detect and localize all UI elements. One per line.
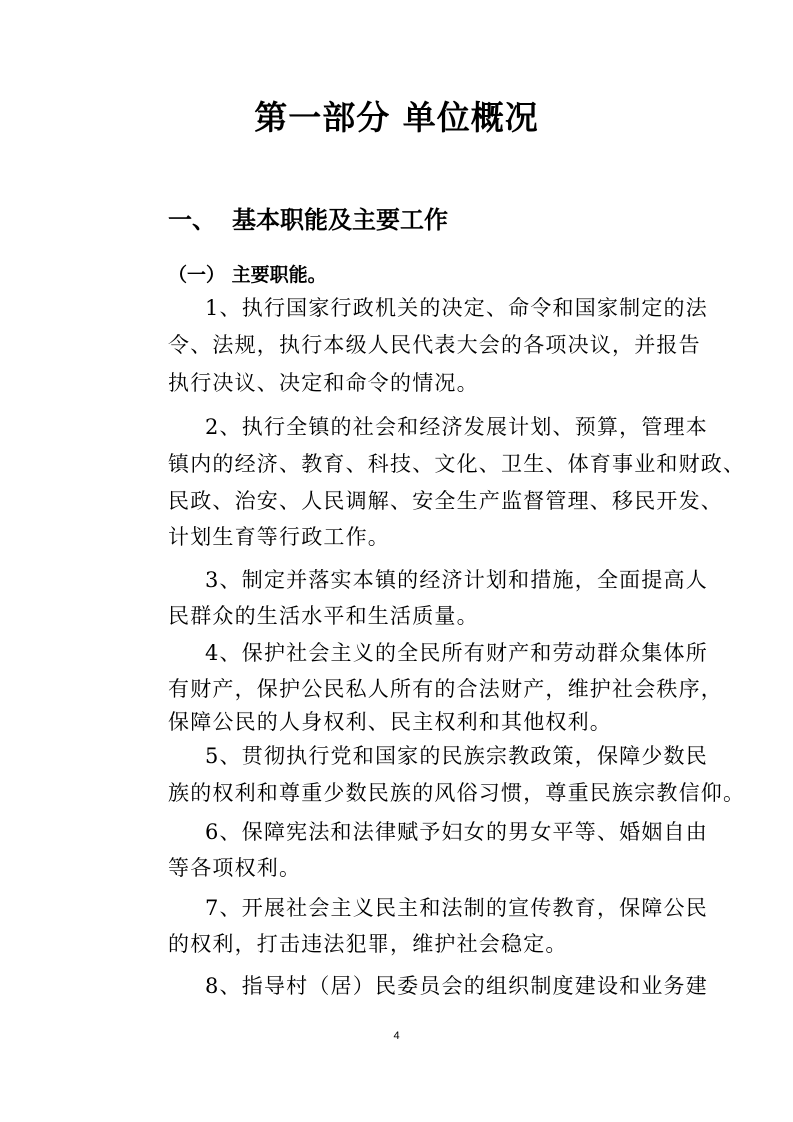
paragraph-line: 3、制定并落实本镇的经济计划和措施，全面提高人 xyxy=(205,568,708,592)
section-number: 一、 xyxy=(168,206,216,234)
page-title: 第一部分 单位概况 xyxy=(254,98,539,137)
paragraph-line: 7、开展社会主义民主和法制的宣传教育，保障公民 xyxy=(205,896,708,920)
paragraph-line: 1、执行国家行政机关的决定、命令和国家制定的法 xyxy=(205,296,708,320)
paragraph-line: 令、法规，执行本级人民代表大会的各项决议，并报告 xyxy=(168,333,701,357)
paragraph-line: 有财产，保护公民私人所有的合法财产，维护社会秩序， xyxy=(168,677,723,701)
page-number: 4 xyxy=(393,1030,400,1042)
subsection-heading: （一） 主要职能。 xyxy=(168,264,327,286)
paragraph-line: 等各项权利。 xyxy=(168,856,302,880)
paragraph-line: 2、执行全镇的社会和经济发展计划、预算，管理本 xyxy=(205,415,708,439)
paragraph-line: 执行决议、决定和命令的情况。 xyxy=(168,371,479,395)
paragraph-line: 5、贯彻执行党和国家的民族宗教政策，保障少数民 xyxy=(205,744,708,768)
paragraph-line: 计划生育等行政工作。 xyxy=(168,525,390,549)
paragraph-line: 民政、治安、人民调解、安全生产监督管理、移民开发、 xyxy=(168,489,723,513)
paragraph-line: 族的权利和尊重少数民族的风俗习惯，尊重民族宗教信仰。 xyxy=(168,781,746,805)
paragraph-line: 8、指导村（居）民委员会的组织制度建设和业务建 xyxy=(205,974,708,998)
paragraph-line: 民群众的生活水平和生活质量。 xyxy=(168,604,479,628)
paragraph-line: 6、保障宪法和法律赋予妇女的男女平等、婚姻自由 xyxy=(205,820,708,844)
paragraph-line: 的权利，打击违法犯罪，维护社会稳定。 xyxy=(168,932,568,956)
paragraph-line: 4、保护社会主义的全民所有财产和劳动群众集体所 xyxy=(205,641,708,665)
paragraph-line: 镇内的经济、教育、科技、文化、卫生、体育事业和财政、 xyxy=(168,452,746,476)
section-title: 基本职能及主要工作 xyxy=(232,206,448,234)
paragraph-line: 保障公民的人身权利、民主权利和其他权利。 xyxy=(168,710,612,734)
section-heading xyxy=(168,200,448,235)
